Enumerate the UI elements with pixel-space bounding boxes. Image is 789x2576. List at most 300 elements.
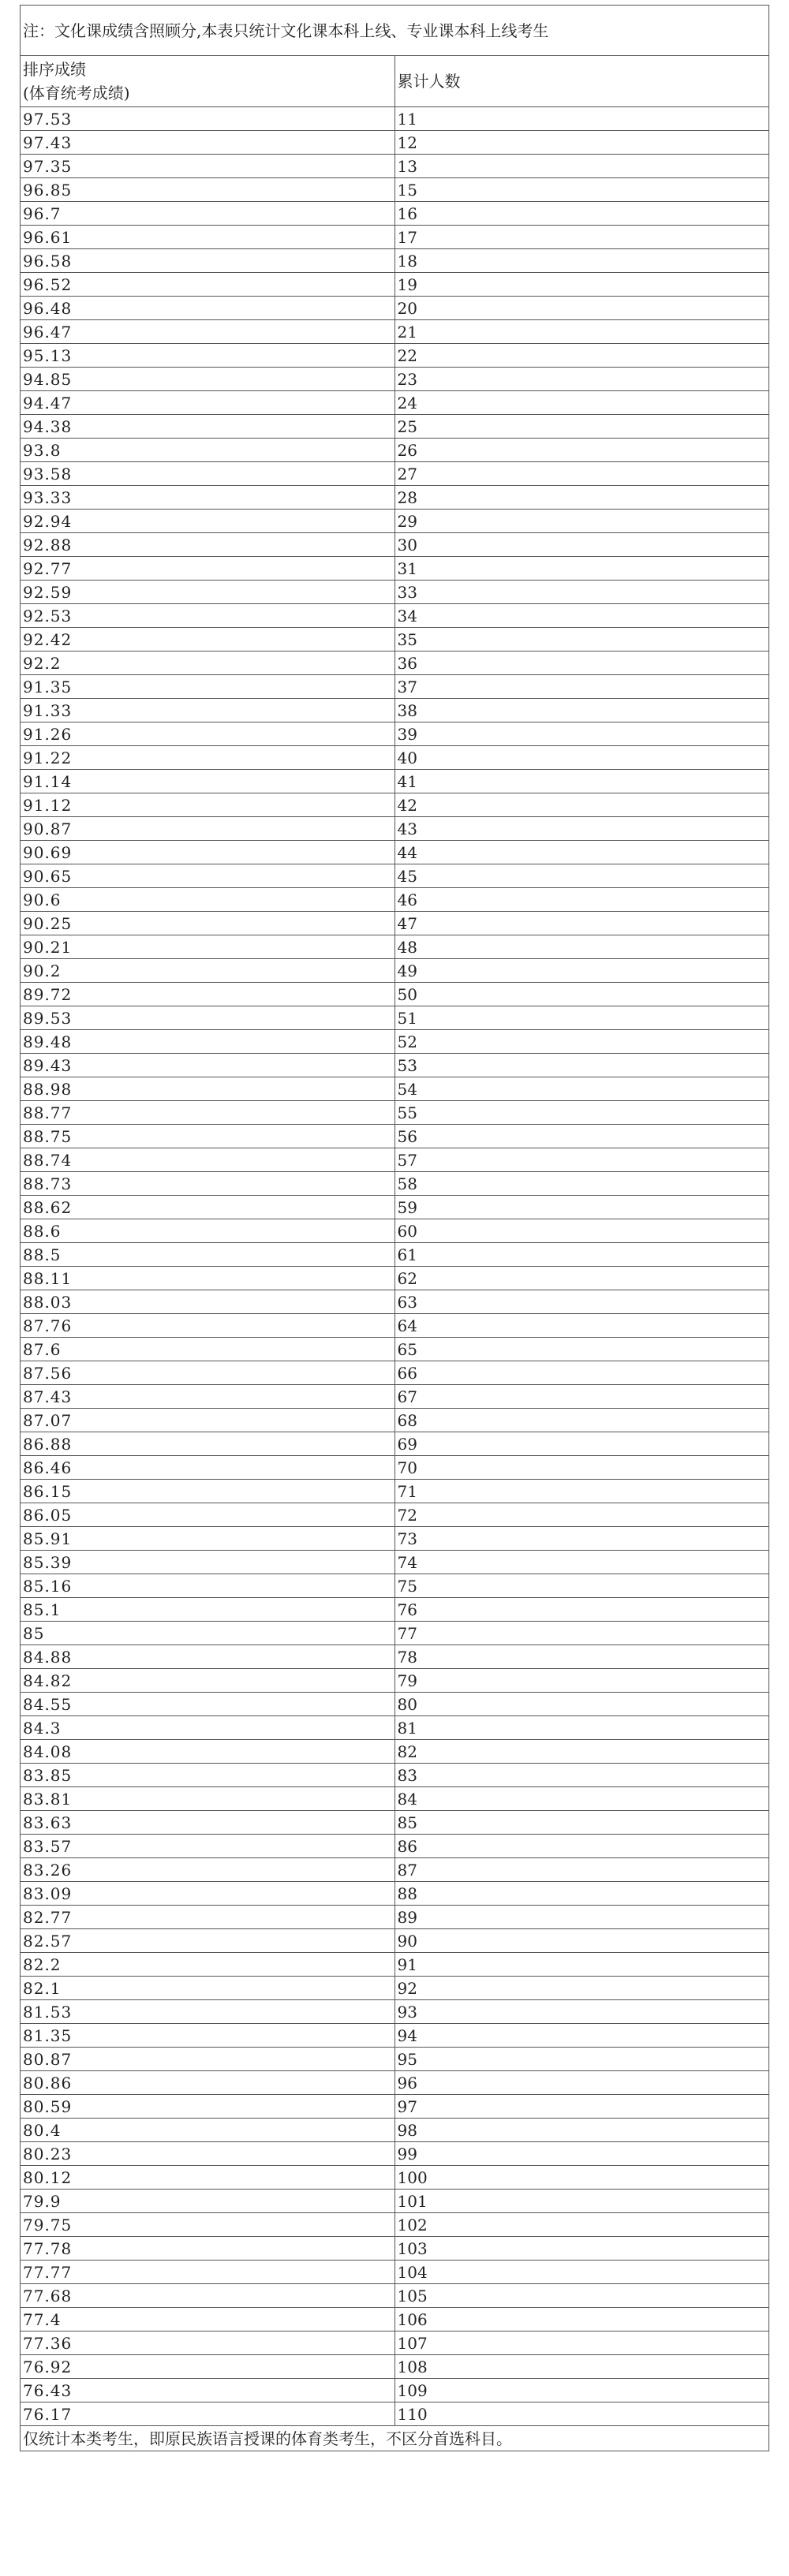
score-cell: 96.7 bbox=[21, 202, 395, 226]
table-row bbox=[21, 249, 769, 273]
table-row bbox=[21, 1835, 769, 1858]
table-row bbox=[21, 1669, 769, 1693]
cumulative-count-cell: 33 bbox=[394, 581, 769, 604]
score-cell: 92.77 bbox=[21, 557, 395, 581]
score-cell: 91.35 bbox=[21, 675, 395, 699]
table-row bbox=[21, 2024, 769, 2048]
table-row bbox=[21, 841, 769, 864]
score-cell: 82.1 bbox=[21, 1977, 395, 2000]
cumulative-count-cell: 62 bbox=[394, 1267, 769, 1290]
table-row bbox=[21, 1503, 769, 1527]
score-cell: 88.77 bbox=[21, 1101, 395, 1125]
score-cell: 93.8 bbox=[21, 439, 395, 462]
cumulative-count-cell: 16 bbox=[394, 202, 769, 226]
cumulative-count-cell: 56 bbox=[394, 1125, 769, 1148]
cumulative-count-cell: 80 bbox=[394, 1693, 769, 1716]
cumulative-count-cell: 42 bbox=[394, 793, 769, 817]
score-cell: 83.85 bbox=[21, 1764, 395, 1787]
score-cell: 83.63 bbox=[21, 1811, 395, 1835]
table-row bbox=[21, 888, 769, 912]
score-cell: 87.07 bbox=[21, 1409, 395, 1432]
score-cell: 80.87 bbox=[21, 2048, 395, 2071]
table-row bbox=[21, 2402, 769, 2426]
score-cell: 90.69 bbox=[21, 841, 395, 864]
cumulative-count-cell: 95 bbox=[394, 2048, 769, 2071]
table-row bbox=[21, 1030, 769, 1054]
table-row bbox=[21, 2261, 769, 2284]
score-cell: 89.43 bbox=[21, 1054, 395, 1077]
score-cell: 84.88 bbox=[21, 1645, 395, 1669]
cumulative-count-cell: 70 bbox=[394, 1456, 769, 1480]
cumulative-count-cell: 96 bbox=[394, 2071, 769, 2095]
cumulative-count-cell: 46 bbox=[394, 888, 769, 912]
cumulative-count-cell: 11 bbox=[394, 107, 769, 131]
table-row bbox=[21, 1054, 769, 1077]
cumulative-count-cell: 102 bbox=[394, 2213, 769, 2237]
table-row bbox=[21, 1622, 769, 1645]
cumulative-count-cell: 68 bbox=[394, 1409, 769, 1432]
cumulative-count-cell: 40 bbox=[394, 746, 769, 770]
table-row bbox=[21, 1811, 769, 1835]
cumulative-count-cell: 31 bbox=[394, 557, 769, 581]
table-row bbox=[21, 1906, 769, 1929]
score-cell: 82.57 bbox=[21, 1929, 395, 1953]
score-cell: 77.78 bbox=[21, 2237, 395, 2261]
table-row bbox=[21, 462, 769, 486]
cumulative-count-cell: 15 bbox=[394, 178, 769, 202]
table-row bbox=[21, 1953, 769, 1977]
score-header-line1: 排序成绩 bbox=[23, 60, 86, 79]
score-cell: 93.33 bbox=[21, 486, 395, 510]
table-row bbox=[21, 1527, 769, 1551]
cumulative-count-cell: 72 bbox=[394, 1503, 769, 1527]
table-row bbox=[21, 1456, 769, 1480]
score-cell: 77.77 bbox=[21, 2261, 395, 2284]
table-row bbox=[21, 107, 769, 131]
table-row bbox=[21, 651, 769, 675]
cumulative-count-cell: 25 bbox=[394, 415, 769, 439]
table-row bbox=[21, 722, 769, 746]
table-row bbox=[21, 320, 769, 344]
cumulative-count-cell: 110 bbox=[394, 2402, 769, 2426]
table-row bbox=[21, 746, 769, 770]
score-cell: 84.3 bbox=[21, 1716, 395, 1740]
table-row bbox=[21, 1977, 769, 2000]
score-cell: 85 bbox=[21, 1622, 395, 1645]
header-row bbox=[21, 56, 769, 107]
score-cell: 90.87 bbox=[21, 817, 395, 841]
cumulative-count-cell: 106 bbox=[394, 2308, 769, 2331]
score-cell: 96.52 bbox=[21, 273, 395, 297]
cumulative-count-cell: 107 bbox=[394, 2331, 769, 2355]
cumulative-count-cell: 28 bbox=[394, 486, 769, 510]
table-row bbox=[21, 1148, 769, 1172]
score-cell: 83.09 bbox=[21, 1882, 395, 1906]
footer-note: 仅统计本类考生，即原民族语言授课的体育类考生，不区分首选科目。 bbox=[21, 2426, 769, 2451]
score-cell: 81.35 bbox=[21, 2024, 395, 2048]
cumulative-count-cell: 94 bbox=[394, 2024, 769, 2048]
cumulative-count-cell: 74 bbox=[394, 1551, 769, 1574]
note-row bbox=[21, 6, 769, 56]
table-row bbox=[21, 1243, 769, 1267]
score-cell: 92.53 bbox=[21, 604, 395, 628]
score-cell: 90.2 bbox=[21, 959, 395, 983]
score-cell: 84.55 bbox=[21, 1693, 395, 1716]
cumulative-count-cell: 103 bbox=[394, 2237, 769, 2261]
cumulative-column-header: 累计人数 bbox=[394, 56, 769, 107]
score-cell: 88.75 bbox=[21, 1125, 395, 1148]
table-row bbox=[21, 202, 769, 226]
score-cell: 90.21 bbox=[21, 935, 395, 959]
score-cell: 86.88 bbox=[21, 1432, 395, 1456]
cumulative-count-cell: 53 bbox=[394, 1054, 769, 1077]
table-row bbox=[21, 1338, 769, 1361]
table-row bbox=[21, 1219, 769, 1243]
score-cell: 90.25 bbox=[21, 912, 395, 935]
table-row bbox=[21, 533, 769, 557]
cumulative-count-cell: 99 bbox=[394, 2142, 769, 2166]
cumulative-count-cell: 35 bbox=[394, 628, 769, 651]
score-cell: 85.1 bbox=[21, 1598, 395, 1622]
table-row bbox=[21, 2284, 769, 2308]
table-row bbox=[21, 1929, 769, 1953]
cumulative-count-cell: 27 bbox=[394, 462, 769, 486]
score-cell: 88.5 bbox=[21, 1243, 395, 1267]
table-row bbox=[21, 2142, 769, 2166]
cumulative-count-cell: 88 bbox=[394, 1882, 769, 1906]
cumulative-count-cell: 20 bbox=[394, 297, 769, 320]
table-row bbox=[21, 1385, 769, 1409]
cumulative-count-cell: 108 bbox=[394, 2355, 769, 2379]
table-row bbox=[21, 1196, 769, 1219]
cumulative-count-cell: 97 bbox=[394, 2095, 769, 2119]
score-cell: 86.05 bbox=[21, 1503, 395, 1527]
cumulative-count-cell: 36 bbox=[394, 651, 769, 675]
cumulative-count-cell: 84 bbox=[394, 1787, 769, 1811]
score-cell: 89.72 bbox=[21, 983, 395, 1006]
table-row bbox=[21, 273, 769, 297]
cumulative-count-cell: 59 bbox=[394, 1196, 769, 1219]
table-row bbox=[21, 1409, 769, 1432]
score-cell: 91.33 bbox=[21, 699, 395, 722]
score-table-body bbox=[21, 6, 769, 2451]
table-row bbox=[21, 1361, 769, 1385]
table-row bbox=[21, 2237, 769, 2261]
table-row bbox=[21, 1740, 769, 1764]
score-cell: 88.03 bbox=[21, 1290, 395, 1314]
table-row bbox=[21, 699, 769, 722]
score-cell: 91.26 bbox=[21, 722, 395, 746]
table-row bbox=[21, 1598, 769, 1622]
score-cell: 76.92 bbox=[21, 2355, 395, 2379]
score-cell: 80.86 bbox=[21, 2071, 395, 2095]
table-row bbox=[21, 983, 769, 1006]
score-cell: 91.22 bbox=[21, 746, 395, 770]
table-row bbox=[21, 1574, 769, 1598]
score-cell: 91.14 bbox=[21, 770, 395, 793]
cumulative-count-cell: 63 bbox=[394, 1290, 769, 1314]
score-cell: 92.88 bbox=[21, 533, 395, 557]
table-row bbox=[21, 2190, 769, 2213]
table-row bbox=[21, 1101, 769, 1125]
score-cell: 93.58 bbox=[21, 462, 395, 486]
cumulative-count-cell: 21 bbox=[394, 320, 769, 344]
cumulative-count-cell: 23 bbox=[394, 368, 769, 391]
score-cell: 92.94 bbox=[21, 510, 395, 533]
table-row bbox=[21, 344, 769, 368]
score-cell: 88.73 bbox=[21, 1172, 395, 1196]
score-header-line2: (体育统考成绩) bbox=[23, 84, 130, 103]
table-row bbox=[21, 2331, 769, 2355]
table-row bbox=[21, 770, 769, 793]
cumulative-count-cell: 82 bbox=[394, 1740, 769, 1764]
table-row bbox=[21, 1267, 769, 1290]
cumulative-count-cell: 89 bbox=[394, 1906, 769, 1929]
table-row bbox=[21, 1716, 769, 1740]
cumulative-count-cell: 92 bbox=[394, 1977, 769, 2000]
score-cell: 79.9 bbox=[21, 2190, 395, 2213]
cumulative-count-cell: 43 bbox=[394, 817, 769, 841]
cumulative-count-cell: 39 bbox=[394, 722, 769, 746]
table-row bbox=[21, 415, 769, 439]
cumulative-count-cell: 109 bbox=[394, 2379, 769, 2402]
table-row bbox=[21, 131, 769, 155]
table-row bbox=[21, 1314, 769, 1338]
score-cell: 86.15 bbox=[21, 1480, 395, 1503]
table-row bbox=[21, 1787, 769, 1811]
table-row bbox=[21, 1858, 769, 1882]
table-row bbox=[21, 1882, 769, 1906]
cumulative-count-cell: 22 bbox=[394, 344, 769, 368]
table-row bbox=[21, 2000, 769, 2024]
table-row bbox=[21, 604, 769, 628]
cumulative-count-cell: 44 bbox=[394, 841, 769, 864]
score-cell: 77.68 bbox=[21, 2284, 395, 2308]
cumulative-count-cell: 34 bbox=[394, 604, 769, 628]
score-cell: 92.42 bbox=[21, 628, 395, 651]
cumulative-count-cell: 55 bbox=[394, 1101, 769, 1125]
cumulative-count-cell: 45 bbox=[394, 864, 769, 888]
score-cell: 81.53 bbox=[21, 2000, 395, 2024]
cumulative-count-cell: 101 bbox=[394, 2190, 769, 2213]
score-cell: 89.48 bbox=[21, 1030, 395, 1054]
cumulative-count-cell: 86 bbox=[394, 1835, 769, 1858]
cumulative-count-cell: 78 bbox=[394, 1645, 769, 1669]
table-row bbox=[21, 2308, 769, 2331]
table-row bbox=[21, 486, 769, 510]
table-row bbox=[21, 2095, 769, 2119]
table-row bbox=[21, 226, 769, 249]
score-cell: 87.56 bbox=[21, 1361, 395, 1385]
score-cell: 97.35 bbox=[21, 155, 395, 178]
score-cell: 83.57 bbox=[21, 1835, 395, 1858]
score-cell: 80.4 bbox=[21, 2119, 395, 2142]
score-column-header bbox=[21, 56, 395, 107]
score-cell: 87.76 bbox=[21, 1314, 395, 1338]
cumulative-count-cell: 79 bbox=[394, 1669, 769, 1693]
cumulative-count-cell: 71 bbox=[394, 1480, 769, 1503]
table-row bbox=[21, 391, 769, 415]
cumulative-count-cell: 69 bbox=[394, 1432, 769, 1456]
cumulative-count-cell: 75 bbox=[394, 1574, 769, 1598]
cumulative-count-cell: 30 bbox=[394, 533, 769, 557]
score-cell: 94.47 bbox=[21, 391, 395, 415]
score-cell: 92.2 bbox=[21, 651, 395, 675]
cumulative-count-cell: 48 bbox=[394, 935, 769, 959]
cumulative-count-cell: 91 bbox=[394, 1953, 769, 1977]
score-cell: 86.46 bbox=[21, 1456, 395, 1480]
cumulative-count-cell: 54 bbox=[394, 1077, 769, 1101]
cumulative-count-cell: 24 bbox=[394, 391, 769, 415]
table-row bbox=[21, 368, 769, 391]
score-cell: 82.2 bbox=[21, 1953, 395, 1977]
score-cell: 95.13 bbox=[21, 344, 395, 368]
score-cell: 84.82 bbox=[21, 1669, 395, 1693]
cumulative-count-cell: 98 bbox=[394, 2119, 769, 2142]
cumulative-count-cell: 76 bbox=[394, 1598, 769, 1622]
cumulative-count-cell: 47 bbox=[394, 912, 769, 935]
cumulative-count-cell: 49 bbox=[394, 959, 769, 983]
table-row bbox=[21, 628, 769, 651]
table-row bbox=[21, 1551, 769, 1574]
table-row bbox=[21, 2379, 769, 2402]
score-cell: 97.43 bbox=[21, 131, 395, 155]
cumulative-count-cell: 38 bbox=[394, 699, 769, 722]
table-row bbox=[21, 439, 769, 462]
note-text: 注：文化课成绩含照顾分,本表只统计文化课本科上线、专业课本科上线考生 bbox=[21, 6, 769, 56]
score-cell: 88.74 bbox=[21, 1148, 395, 1172]
table-row bbox=[21, 864, 769, 888]
score-cell: 97.53 bbox=[21, 107, 395, 131]
cumulative-count-cell: 81 bbox=[394, 1716, 769, 1740]
table-row bbox=[21, 1290, 769, 1314]
table-row bbox=[21, 1693, 769, 1716]
score-cell: 87.43 bbox=[21, 1385, 395, 1409]
table-row bbox=[21, 959, 769, 983]
score-cell: 77.36 bbox=[21, 2331, 395, 2355]
table-row bbox=[21, 297, 769, 320]
cumulative-count-cell: 29 bbox=[394, 510, 769, 533]
table-row bbox=[21, 510, 769, 533]
cumulative-count-cell: 65 bbox=[394, 1338, 769, 1361]
score-cell: 88.6 bbox=[21, 1219, 395, 1243]
cumulative-count-cell: 105 bbox=[394, 2284, 769, 2308]
score-cell: 80.59 bbox=[21, 2095, 395, 2119]
table-row bbox=[21, 2355, 769, 2379]
score-cell: 85.39 bbox=[21, 1551, 395, 1574]
cumulative-count-cell: 60 bbox=[394, 1219, 769, 1243]
table-row bbox=[21, 1432, 769, 1456]
score-cell: 84.08 bbox=[21, 1740, 395, 1764]
score-table-document bbox=[20, 5, 769, 2451]
cumulative-count-cell: 104 bbox=[394, 2261, 769, 2284]
table-row bbox=[21, 2213, 769, 2237]
score-cell: 96.61 bbox=[21, 226, 395, 249]
table-row bbox=[21, 1125, 769, 1148]
table-row bbox=[21, 1764, 769, 1787]
score-cell: 85.16 bbox=[21, 1574, 395, 1598]
table-row bbox=[21, 817, 769, 841]
cumulative-count-cell: 73 bbox=[394, 1527, 769, 1551]
table-row bbox=[21, 178, 769, 202]
table-row bbox=[21, 1077, 769, 1101]
cumulative-count-cell: 13 bbox=[394, 155, 769, 178]
score-cell: 89.53 bbox=[21, 1006, 395, 1030]
cumulative-count-cell: 66 bbox=[394, 1361, 769, 1385]
score-cell: 96.58 bbox=[21, 249, 395, 273]
score-cell: 96.85 bbox=[21, 178, 395, 202]
score-cell: 80.12 bbox=[21, 2166, 395, 2190]
table-row bbox=[21, 2166, 769, 2190]
cumulative-count-cell: 50 bbox=[394, 983, 769, 1006]
table-row bbox=[21, 1172, 769, 1196]
table-row bbox=[21, 912, 769, 935]
score-table bbox=[20, 5, 769, 2451]
score-cell: 83.26 bbox=[21, 1858, 395, 1882]
score-cell: 96.47 bbox=[21, 320, 395, 344]
cumulative-count-cell: 77 bbox=[394, 1622, 769, 1645]
table-row bbox=[21, 1006, 769, 1030]
score-cell: 92.59 bbox=[21, 581, 395, 604]
cumulative-count-cell: 26 bbox=[394, 439, 769, 462]
score-cell: 83.81 bbox=[21, 1787, 395, 1811]
score-cell: 96.48 bbox=[21, 297, 395, 320]
table-row bbox=[21, 581, 769, 604]
cumulative-count-cell: 100 bbox=[394, 2166, 769, 2190]
cumulative-count-cell: 17 bbox=[394, 226, 769, 249]
score-cell: 91.12 bbox=[21, 793, 395, 817]
score-cell: 76.43 bbox=[21, 2379, 395, 2402]
score-cell: 88.98 bbox=[21, 1077, 395, 1101]
table-row bbox=[21, 155, 769, 178]
score-cell: 90.6 bbox=[21, 888, 395, 912]
score-cell: 76.17 bbox=[21, 2402, 395, 2426]
table-row bbox=[21, 1480, 769, 1503]
cumulative-count-cell: 51 bbox=[394, 1006, 769, 1030]
cumulative-count-cell: 52 bbox=[394, 1030, 769, 1054]
table-row bbox=[21, 557, 769, 581]
score-cell: 94.85 bbox=[21, 368, 395, 391]
cumulative-count-cell: 57 bbox=[394, 1148, 769, 1172]
score-cell: 80.23 bbox=[21, 2142, 395, 2166]
table-row bbox=[21, 2071, 769, 2095]
cumulative-count-cell: 64 bbox=[394, 1314, 769, 1338]
cumulative-count-cell: 90 bbox=[394, 1929, 769, 1953]
table-row bbox=[21, 793, 769, 817]
table-row bbox=[21, 2048, 769, 2071]
cumulative-count-cell: 93 bbox=[394, 2000, 769, 2024]
score-cell: 90.65 bbox=[21, 864, 395, 888]
score-cell: 82.77 bbox=[21, 1906, 395, 1929]
score-cell: 79.75 bbox=[21, 2213, 395, 2237]
score-cell: 85.91 bbox=[21, 1527, 395, 1551]
score-cell: 94.38 bbox=[21, 415, 395, 439]
cumulative-count-cell: 18 bbox=[394, 249, 769, 273]
cumulative-count-cell: 12 bbox=[394, 131, 769, 155]
cumulative-count-cell: 61 bbox=[394, 1243, 769, 1267]
table-row bbox=[21, 675, 769, 699]
table-row bbox=[21, 1645, 769, 1669]
cumulative-count-cell: 83 bbox=[394, 1764, 769, 1787]
footer-row bbox=[21, 2426, 769, 2451]
cumulative-count-cell: 85 bbox=[394, 1811, 769, 1835]
score-cell: 88.11 bbox=[21, 1267, 395, 1290]
cumulative-count-cell: 19 bbox=[394, 273, 769, 297]
cumulative-count-cell: 58 bbox=[394, 1172, 769, 1196]
cumulative-count-cell: 37 bbox=[394, 675, 769, 699]
score-cell: 77.4 bbox=[21, 2308, 395, 2331]
table-row bbox=[21, 2119, 769, 2142]
